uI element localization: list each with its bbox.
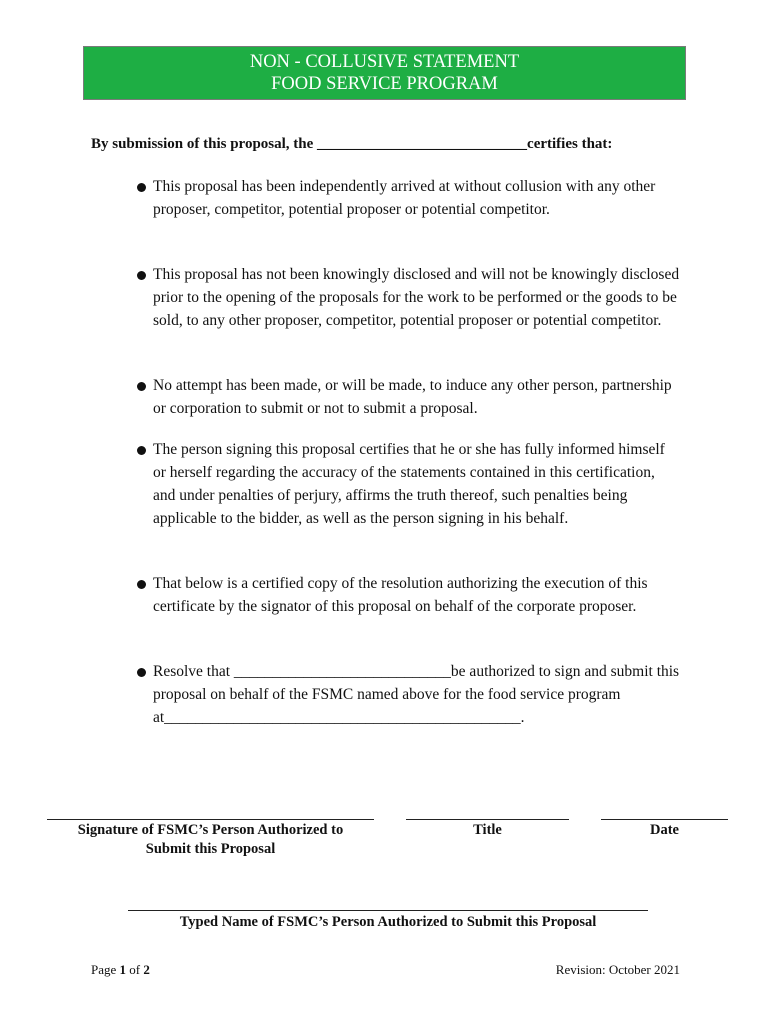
date-line[interactable] (601, 819, 728, 820)
title-label: Title (473, 822, 502, 838)
signature-line[interactable] (47, 819, 374, 820)
page-total: 2 (143, 962, 150, 977)
title-line[interactable] (406, 819, 569, 820)
typed-name-label: Typed Name of FSMC’s Person Authorized to Submit this Proposal (179, 914, 597, 930)
signature-label-line1: Signature of FSMC’s Person Authorized to (77, 822, 344, 838)
page-prefix: Page (91, 962, 120, 977)
header-title-line2: FOOD SERVICE PROGRAM (271, 74, 498, 94)
bullet-icon (137, 183, 146, 192)
typed-name-line[interactable] (128, 910, 648, 911)
bullet-icon (137, 271, 146, 280)
revision-date: Revision: October 2021 (555, 962, 680, 977)
certification-text: Resolve that ____________________________be authorized to sign and submit this proposal on behalf of the FSMC named above for the food service program at______________________________________________. (153, 663, 680, 726)
document-header (83, 46, 686, 100)
signature-label-line2: Submit this Proposal (145, 841, 276, 857)
bullet-icon (137, 580, 146, 589)
bullet-icon (137, 446, 146, 455)
certification-item-5 (136, 572, 681, 618)
certification-item-2 (136, 263, 681, 332)
certification-item-3 (136, 374, 681, 420)
date-label: Date (650, 822, 679, 838)
certification-text: This proposal has not been knowingly disclosed and will not be knowingly disclosed prior to the opening of the proposals for the work to be performed or the goods to be sold, to any other proposer, competitor, potential proposer or potential competitor. (153, 266, 680, 329)
page-number (91, 962, 150, 978)
bullet-icon (137, 382, 146, 391)
certification-text: This proposal has been independently arrived at without collusion with any other proposer, competitor, potential proposer or potential competitor. (153, 178, 656, 218)
bullet-icon (137, 668, 146, 677)
certification-item-1 (136, 175, 681, 221)
certification-text: The person signing this proposal certifies that he or she has fully informed himself or herself regarding the accuracy of the statements contained in this certification, and under penalties of perjury, affirms the truth thereof, such penalties being applicable to the bidder, as well as the person signing in his behalf. (153, 441, 665, 527)
certification-item-6 (136, 660, 681, 729)
header-title-line1: NON - COLLUSIVE STATEMENT (249, 52, 520, 72)
page-of: of (126, 962, 144, 977)
page-current: 1 (119, 962, 127, 977)
signature-label (47, 821, 374, 859)
certification-text: No attempt has been made, or will be made, to induce any other person, partnership or corporation to submit or not to submit a proposal. (153, 377, 672, 417)
certification-item-4 (136, 438, 681, 530)
intro-statement: By submission of this proposal, the ____________________________certifies that: (91, 136, 613, 152)
certification-text: That below is a certified copy of the resolution authorizing the execution of this certificate by the signator of this proposal on behalf of the corporate proposer. (153, 575, 648, 615)
